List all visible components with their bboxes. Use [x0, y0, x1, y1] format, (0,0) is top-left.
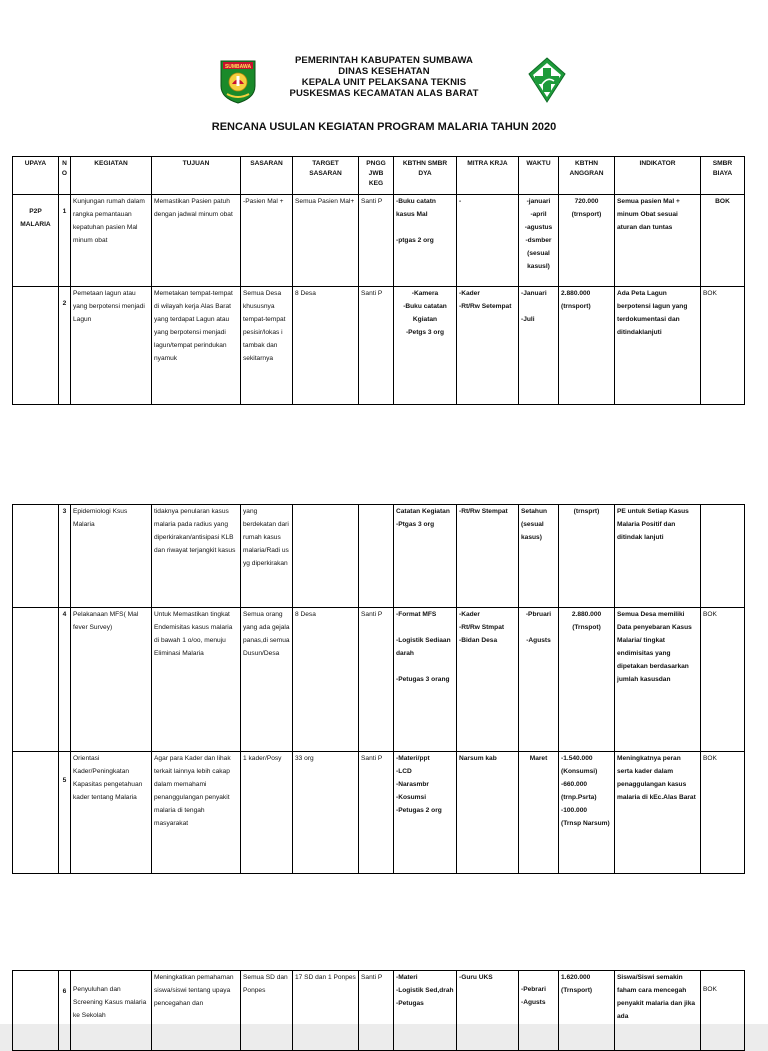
cell-kbthn-smbr: -Materi/ppt -LCD -Narasmbr -Kosumsi -Petugas 2 org	[394, 752, 457, 874]
plan-table-continued-2	[12, 970, 745, 1051]
letterhead	[0, 55, 768, 99]
cell-sasaran: Semua SD dan Ponpes	[241, 971, 293, 1051]
cell-mitra: -Kader -Rt/Rw Setempat	[457, 287, 519, 405]
cell-target: 8 Desa	[293, 608, 359, 752]
column-header: SASARAN	[241, 157, 293, 195]
column-header: KBTHN ANGGRAN	[559, 157, 615, 195]
cell-anggaran: (trnsprt)	[559, 505, 615, 608]
cell-anggaran: 2.880.000 (Trnspot)	[559, 608, 615, 752]
cell-target: 33 org	[293, 752, 359, 874]
cell-waktu: -januari -april -agustus -dsmber (sesual kasusl)	[519, 195, 559, 287]
cell-anggaran: 2.880.000 (trnsport)	[559, 287, 615, 405]
cell-indikator: Meningkatnya peran serta kader dalam penaggulangan kasus malaria di kEc.Alas Barat	[615, 752, 701, 874]
table-row	[13, 971, 745, 1051]
column-header: UPAYA	[13, 157, 59, 195]
cell-pngg: Santi P	[359, 752, 394, 874]
plan-table	[12, 156, 745, 405]
letterhead-line: PUSKESMAS KECAMATAN ALAS BARAT	[289, 88, 479, 99]
cell-target: Semua Pasien Mal+	[293, 195, 359, 287]
cell-no: 4	[59, 608, 71, 752]
table-row	[13, 287, 745, 405]
cell-kbthn-smbr: Catatan Kegiatan -Ptgas 3 org	[394, 505, 457, 608]
cell-no: 2	[59, 287, 71, 405]
table-row	[13, 195, 745, 287]
cell-upaya	[13, 505, 59, 608]
column-header: SMBR BIAYA	[701, 157, 745, 195]
cell-tujuan: Memastikan Pasien patuh dengan jadwal minum obat	[152, 195, 241, 287]
cell-waktu: -Pebrari -Agusts	[519, 971, 559, 1051]
letterhead-line: KEPALA UNIT PELAKSANA TEKNIS	[301, 77, 467, 88]
column-header: WAKTU	[519, 157, 559, 195]
table-row	[13, 505, 745, 608]
column-header: TARGET SASARAN	[293, 157, 359, 195]
cell-pngg: Santi P	[359, 971, 394, 1051]
cell-biaya: BOK	[701, 287, 745, 405]
plan-table-continued	[12, 504, 745, 874]
cell-anggaran: 1.620.000 (Trnsport)	[559, 971, 615, 1051]
puskesmas-emblem-icon	[527, 56, 567, 104]
cell-biaya: BOK	[701, 752, 745, 874]
cell-anggaran: -1.540.000 (Konsumsi) -660.000 (trnp.Psrta) -100.000 (Trnsp Narsum)	[559, 752, 615, 874]
cell-upaya	[13, 971, 59, 1051]
cell-kegiatan: Pelakanaan MFS( Mal fever Survey)	[71, 608, 152, 752]
cell-kegiatan: Pemetaan lagun atau yang berpotensi menjadi Lagun	[71, 287, 152, 405]
cell-upaya: P2P MALARIA	[13, 195, 59, 287]
cell-kbthn-smbr: -Format MFS -Logistik Sediaan darah -Petugas 3 orang	[394, 608, 457, 752]
cell-upaya	[13, 752, 59, 874]
cell-indikator: Siswa/Siswi semakin faham cara mencegah penyakit malaria dan jika ada	[615, 971, 701, 1051]
column-header: TUJUAN	[152, 157, 241, 195]
cell-biaya: BOK	[701, 971, 745, 1051]
cell-kegiatan: Orientasi Kader/Peningkatan Kapasitas pengetahuan kader tentang Malaria	[71, 752, 152, 874]
column-header: MITRA KRJA	[457, 157, 519, 195]
cell-pngg	[359, 505, 394, 608]
cell-indikator: PE untuk Setiap Kasus Malaria Positif dan ditindak lanjuti	[615, 505, 701, 608]
table-row	[13, 752, 745, 874]
column-header: PNGG JWB KEG	[359, 157, 394, 195]
cell-no: 1	[59, 195, 71, 287]
cell-pngg: Santi P	[359, 287, 394, 405]
cell-kegiatan: Epidemiologi Ksus Malaria	[71, 505, 152, 608]
column-header: INDIKATOR	[615, 157, 701, 195]
cell-sasaran: Semua orang yang ada gejala panas,di semua Dusun/Desa	[241, 608, 293, 752]
cell-biaya	[701, 505, 745, 608]
cell-pngg: Santi P	[359, 608, 394, 752]
cell-sasaran: yang berdekatan dari rumah kasus malaria/Radi us yg diperkirakan	[241, 505, 293, 608]
table-header-row	[13, 157, 745, 195]
cell-indikator: Semua Desa memiliki Data penyebaran Kasus Malaria/ tingkat endimisitas yang dipetakan berdasarkan jumlah kasusdan	[615, 608, 701, 752]
cell-target: 8 Desa	[293, 287, 359, 405]
cell-target	[293, 505, 359, 608]
column-header: N O	[59, 157, 71, 195]
cell-biaya: BOK	[701, 608, 745, 752]
cell-indikator: Semua pasien Mal + minum Obat sesuai aturan dan tuntas	[615, 195, 701, 287]
cell-mitra: -Guru UKS	[457, 971, 519, 1051]
cell-no: 5	[59, 752, 71, 874]
cell-sasaran: 1 kader/Posy	[241, 752, 293, 874]
cell-kegiatan: Kunjungan rumah dalam rangka pemantauan kepatuhan pasien Mal minum obat	[71, 195, 152, 287]
svg-text:SUMBAWA: SUMBAWA	[224, 63, 252, 70]
cell-anggaran: 720.000 (trnsport)	[559, 195, 615, 287]
table-row	[13, 608, 745, 752]
cell-waktu: -Januari -Juli	[519, 287, 559, 405]
cell-indikator: Ada Peta Lagun berpotensi lagun yang terdokumentasi dan ditindaklanjuti	[615, 287, 701, 405]
letterhead-line: PEMERINTAH KABUPATEN SUMBAWA	[294, 55, 474, 66]
cell-tujuan: Meningkatkan pemahaman siswa/siswi tentang upaya pencegahan dan	[152, 971, 241, 1051]
cell-sasaran: -Pasien Mal +	[241, 195, 293, 287]
cell-no: 6	[59, 971, 71, 1051]
cell-biaya: BOK	[701, 195, 745, 287]
cell-mitra: -	[457, 195, 519, 287]
cell-mitra: -Rt/Rw Stempat	[457, 505, 519, 608]
cell-tujuan: tidaknya penularan kasus malaria pada radius yang diperkirakan/antisipasi KLB dan riwayat terjangkit kasus	[152, 505, 241, 608]
cell-waktu: Setahun (sesual kasus)	[519, 505, 559, 608]
cell-kbthn-smbr: -Materi -Logistik Sed,drah -Petugas	[394, 971, 457, 1051]
column-header: KBTHN SMBR DYA	[394, 157, 457, 195]
cell-upaya	[13, 608, 59, 752]
letterhead-line: DINAS KESEHATAN	[338, 66, 430, 77]
cell-tujuan: Agar para Kader dan lihak terkait lainnya lebih cakap dalam memahami penanggulangan penyakit malaria di tengah masyarakat	[152, 752, 241, 874]
cell-waktu: Maret	[519, 752, 559, 874]
cell-sasaran: Semua Desa khususnya tempat-tempat pesisir/lokas i tambak dan sekitarnya	[241, 287, 293, 405]
cell-kbthn-smbr: -Kamera -Buku catatan Kgiatan -Petgs 3 org	[394, 287, 457, 405]
cell-upaya	[13, 287, 59, 405]
cell-tujuan: Memetakan tempat-tempat di wilayah kerja Alas Barat yang terdapat Lagun atau yang berpotensi menjadi lagun/tempat perindukan nyamuk	[152, 287, 241, 405]
cell-tujuan: Untuk Memastikan tingkat Endemisitas kasus malaria di bawah 1 o/oo, menuju Eliminasi Malaria	[152, 608, 241, 752]
cell-mitra: Narsum kab	[457, 752, 519, 874]
cell-pngg: Santi P	[359, 195, 394, 287]
cell-kegiatan: Penyuluhan dan Screening Kasus malaria ke Sekolah	[71, 971, 152, 1051]
cell-target: 17 SD dan 1 Ponpes	[293, 971, 359, 1051]
column-header: KEGIATAN	[71, 157, 152, 195]
cell-no: 3	[59, 505, 71, 608]
cell-mitra: -Kader -Rt/Rw Stmpat -Bidan Desa	[457, 608, 519, 752]
cell-waktu: -Pbruari -Agusts	[519, 608, 559, 752]
document-title: RENCANA USULAN KEGIATAN PROGRAM MALARIA TAHUN 2020	[211, 121, 557, 133]
cell-kbthn-smbr: -Buku catatn kasus Mal -ptgas 2 org	[394, 195, 457, 287]
